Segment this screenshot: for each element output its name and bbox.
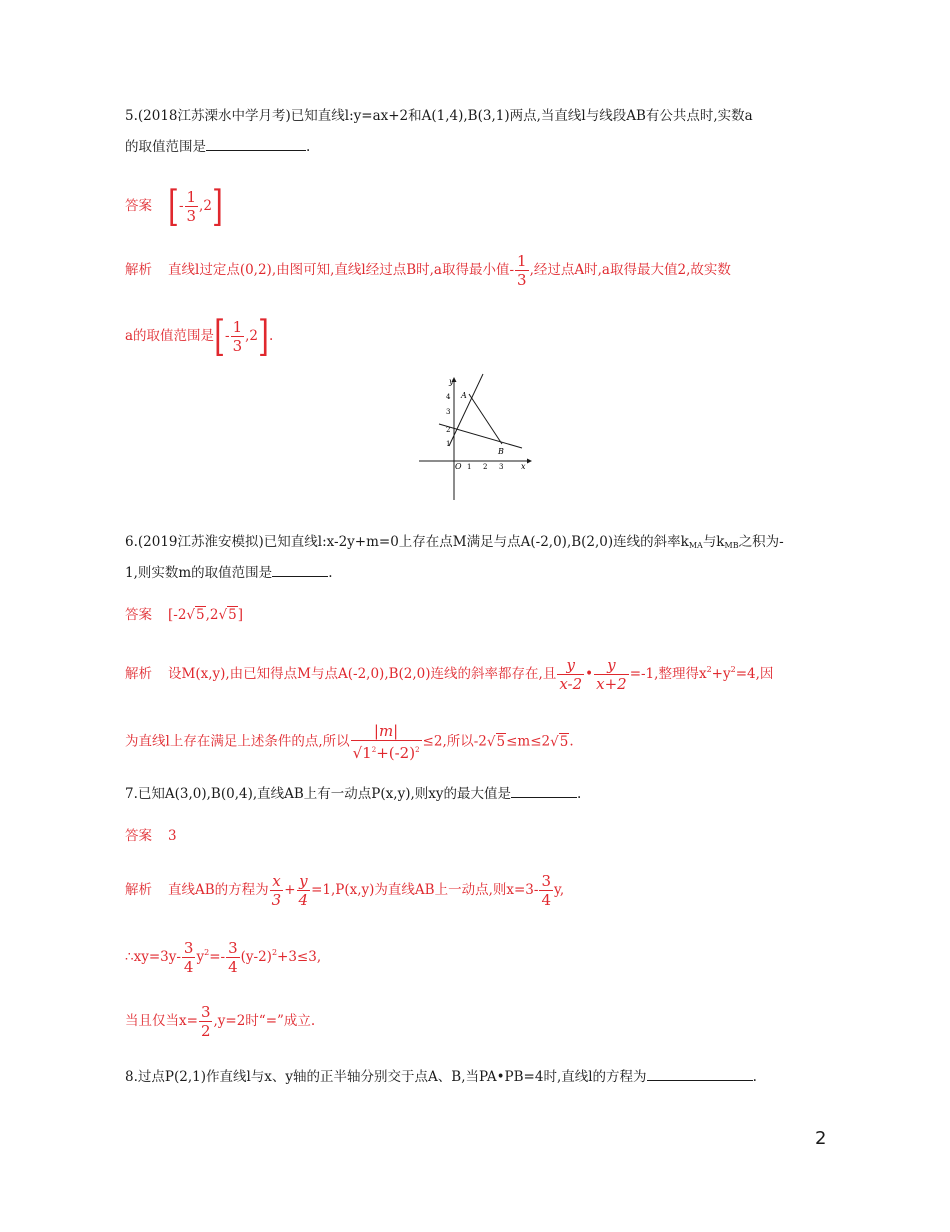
line-l-shallow [439, 424, 522, 448]
q5-analysis-line1: 解析 直线l过定点(0,2),由图可知,直线l经过点B时,a取得最小值- $\frac{1}{3}$ ,经过点A时,a取得最大值2,故实数 [125, 252, 731, 289]
fraction: $\frac{3}{4}$ [541, 872, 552, 909]
fraction: $\frac{1}{3}$ [517, 252, 527, 289]
q8-stem: 8.过点P(2,1)作直线l与x、y轴的正半轴分别交于点A、B,当PA•PB=4时,直线l的方程为 . [125, 1069, 757, 1085]
x-axis-label: x [521, 462, 526, 471]
answer-blank [272, 564, 328, 577]
y-tick-1: 1 [446, 440, 451, 448]
q5-analysis-line2: a的取值范围是[- $\frac{1}{3}$ ,2]. [125, 311, 274, 361]
x-tick-3: 3 [499, 463, 504, 471]
page-number: 2 [815, 1128, 827, 1149]
fraction: $\frac{y}{x-2}$ [559, 656, 583, 693]
q7-analysis-line2: ∴xy=3y- $\frac{3}{4}$ $y^2=-$ $\frac{3}{4}$ $(y-2)^2+3\le 3$, [125, 939, 322, 976]
sqrt: √5 [218, 607, 237, 623]
x-tick-2: 2 [483, 463, 488, 471]
fraction: $\frac{y}{4}$ [298, 872, 309, 909]
fraction: $\frac{|m|}{√1^2+(-2)^2}$ [352, 722, 420, 762]
y-tick-2: 2 [446, 426, 451, 434]
point-b-label: B [498, 447, 504, 456]
q6-answer: 答案 [-2√5,2√5] [125, 607, 243, 623]
answer-blank [206, 138, 306, 151]
y-axis-label: y [449, 377, 454, 386]
q7-analysis-line3: 当且仅当x= $\frac{3}{2}$ ,y=2时“=”成立. [125, 1003, 316, 1040]
answer-blank [647, 1068, 753, 1081]
coordinate-figure [415, 372, 535, 502]
q6-stem-line1: 6.(2019江苏淮安模拟)已知直线l:x-2y+m=0上存在点M满足与点A(-2,0),B(2,0)连线的斜率$k_{MA}$与$k_{MB}$之积为- [125, 534, 784, 550]
fraction: $\frac{3}{4}$ [183, 939, 194, 976]
fraction: $\frac{3}{4}$ [228, 939, 238, 976]
sqrt: √5 [550, 733, 569, 750]
sqrt: √5 [486, 733, 506, 750]
q6-analysis-line2: 为直线l上存在满足上述条件的点,所以 $\frac{|m|}{√1^2+(-2)^2}$ ≤2,所以-2√5≤m≤2√5. [125, 722, 574, 762]
q7-stem: 7.已知A(3,0),B(0,4),直线AB上有一动点P(x,y),则xy的最大值是 . [125, 786, 582, 802]
q6-stem-line2: 1,则实数m的取值范围是 . [125, 565, 333, 581]
q5-stem-line2: 的取值范围是 . [125, 139, 311, 155]
fraction: $\frac{1}{3}$ [186, 188, 197, 225]
segment-ab [469, 394, 502, 444]
q5-answer: 答案 [- $\frac{1}{3}$ ,2] [125, 181, 223, 231]
q5-stem-line1: 5.(2018江苏溧水中学月考)已知直线l:y=ax+2和A(1,4),B(3,1)两点,当直线l与线段AB有公共点时,实数a [125, 108, 753, 124]
fraction: $\frac{3}{2}$ [200, 1003, 211, 1040]
q7-answer: 答案 3 [125, 828, 177, 844]
sqrt: √5 [186, 607, 205, 623]
y-tick-3: 3 [446, 408, 451, 416]
q6-analysis-line1: 解析 设M(x,y),由已知得点M与点A(-2,0),B(2,0)连线的斜率都存在,且 $\frac{y}{x-2}$ • $\frac{y}{x+2}$ =-1,整理得$x^2+y^2=4$,因 [125, 656, 774, 693]
point-a-label: A [461, 391, 467, 400]
fraction: $\frac{x}{3}$ [271, 872, 282, 909]
fraction: $\frac{y}{x+2}$ [596, 656, 627, 693]
answer-blank [511, 785, 577, 798]
fraction: $\frac{1}{3}$ [232, 318, 243, 355]
x-axis-arrow [527, 459, 532, 464]
q7-analysis-line1: 解析 直线AB的方程为 $\frac{x}{3}$ + $\frac{y}{4}$ =1,P(x,y)为直线AB上一动点,则x=3- $\frac{3}{4}$ y, [125, 872, 565, 909]
x-tick-1: 1 [467, 463, 472, 471]
origin-label: O [455, 462, 462, 471]
y-tick-4: 4 [446, 393, 451, 401]
